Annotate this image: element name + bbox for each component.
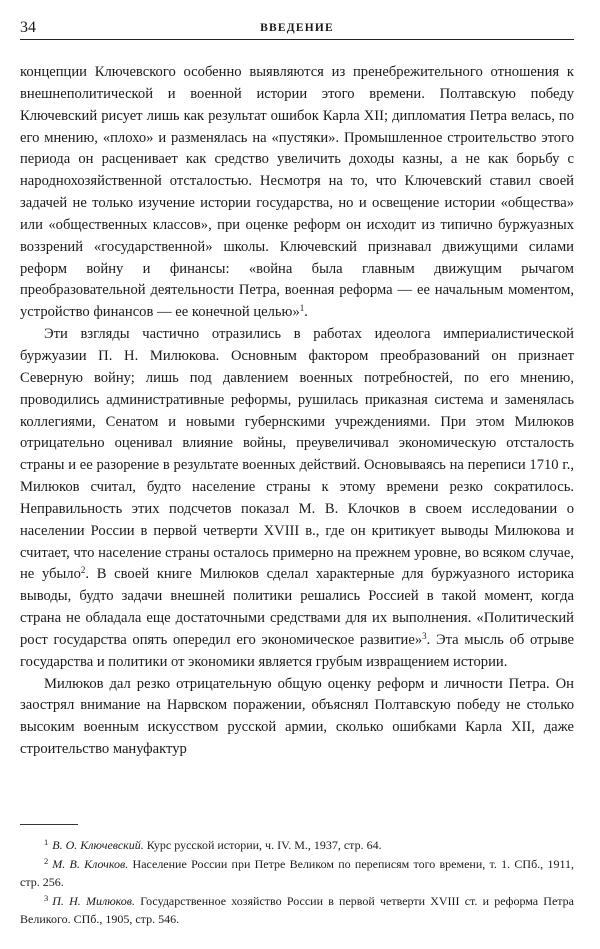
paragraph-2-text-c: . Эта мысль об отрыве государства и политики от экономики является грубым извращением истории. <box>20 631 574 670</box>
footnote-marker: 1 <box>44 837 49 847</box>
paragraph-3-text: Милюков дал резко отрицательную общую оценку реформ и личности Петра. Он заострял внимание на Нарвском поражении, объяснял Полтавскую победу не столько высоким военным искусством русской армии, сколько ошибками Карла XII, даже строительство мануфактур <box>20 675 574 758</box>
footnote-text: Курс русской истории, ч. IV. М., 1937, стр. 64. <box>146 838 382 852</box>
paragraph-3 <box>20 674 574 761</box>
paragraph-1 <box>20 62 574 324</box>
main-text <box>20 62 574 761</box>
footnote-ref-3: 3 <box>422 630 427 641</box>
footnote-text: Население России при Петре Великом по переписям того времени, т. 1. СПб., 1911, стр. 256. <box>20 856 575 890</box>
header-divider <box>20 39 574 40</box>
footnote-1 <box>20 836 574 855</box>
page-number: 34 <box>20 19 36 36</box>
footnote-3 <box>20 892 574 929</box>
paragraph-2 <box>20 324 574 674</box>
footnote-marker: 2 <box>44 855 49 866</box>
paragraph-2-text-b: . В своей книге Милюков сделал характерные для буржуазного историка выводы, будто задачи внешней политики решались Россией в такой момент, когда страна не обладала еще достаточными средствами для их выполнения. «Политический рост государства опять опередил его экономическое развитие» <box>20 566 574 648</box>
paragraph-2-text-a: Эти взгляды частично отразились в работах идеолога империалистической буржуазии П. Н. Милюкова. Основным фактором преобразований он признает Северную войну; лишь под давлением военных потребностей, по его мнению, проводились административные реформы, рушилась приказная система и заменялась коллегиями, Сенатом и новыми губернскими учреждениями. При этом Милюков отрицательно оценивал влияние войны, преувеличивал экономическую отсталость страны и ее разорение в результате военных действий. Основываясь на переписи 1710 г., Милюков считал, будто население страны к этому времени резко сократилось. Неправильность этих подсчетов показал М. В. Клочков в своем исследовании о населении России в первой четверти XVIII в., где он критикует выводы Милюкова и считает, что население страны осталось примерно на прежнем уровне, во всяком случае, не убыло <box>20 326 574 583</box>
footnote-author: П. Н. Милюков. <box>52 893 136 908</box>
paragraph-1-tail: . <box>304 304 308 321</box>
footnote-marker: 3 <box>44 892 49 903</box>
footnote-author: В. О. Ключевский. <box>52 838 144 852</box>
footnote-author: М. В. Клочков. <box>52 856 129 871</box>
running-title: ВВЕДЕНИЕ <box>260 22 334 34</box>
footnote-ref-2: 2 <box>80 565 86 576</box>
paragraph-1-text: концепции Ключевского особенно выявляются из пренебрежительного отношения к внешнеполитической и военной истории этого времени. Полтавскую победу Ключевский рисует лишь как результат ошибок Карла XII; дипломатия Петра велась, по его мнению, «плохо» и разменялась на «пустяки». Промышленное строительство этого периода он расценивает как средство увеличить доходы казны, а не как борьбу с народнохозяйственной отсталостью. Несмотря на то, что Ключевский ставил своей задачей не только изучение истории государства, но и освещение истории «общества» или «общественных классов», при оценке реформ он исходит из типично буржуазных воззрений «государственной» школы. Ключевский признавал движущими силами реформ войну и финансы: «война была главным движущим рычагом преобразовательной деятельности Петра, военная реформа — ее начальным моментом, устройство финансов — ее конечной целью» <box>20 64 574 321</box>
footnote-ref-1: 1 <box>299 303 305 314</box>
footnotes <box>20 836 574 929</box>
footnote-divider <box>20 824 78 825</box>
footnote-text: Государственное хозяйство России в первой четверти XVIII ст. и реформа Петра Великого. СПб., 1905, стр. 546. <box>20 893 575 927</box>
footnote-2 <box>20 855 574 892</box>
